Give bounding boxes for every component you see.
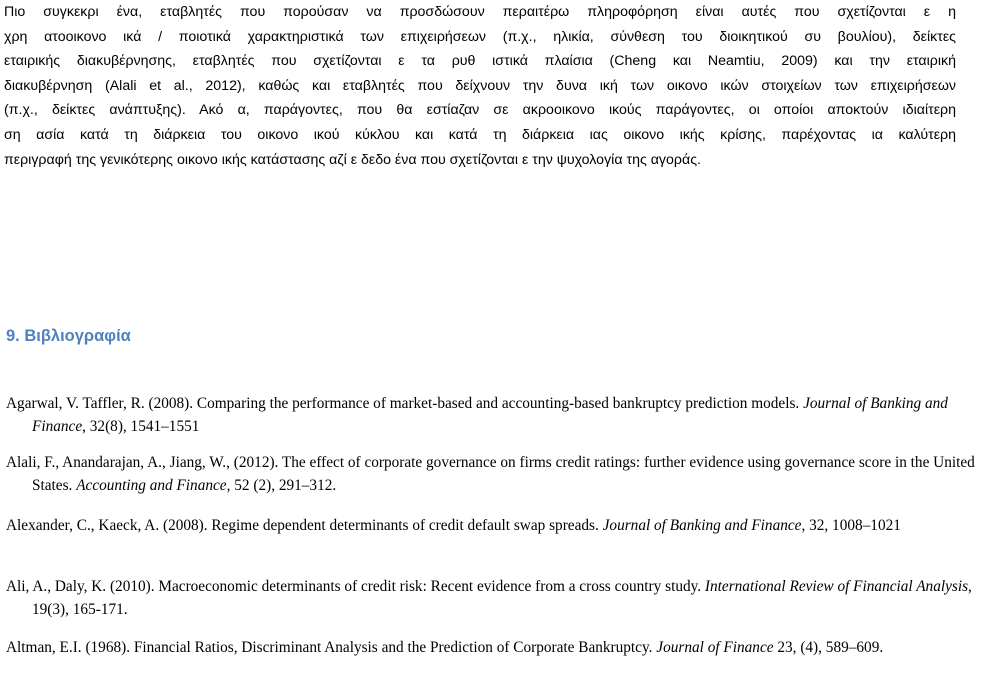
reference-item (6, 393, 982, 438)
section-heading-bibliography: 9. Βιβλιογραφία (6, 327, 131, 345)
body-paragraph (4, 0, 956, 172)
reference-journal: Accounting and Finance, (76, 476, 231, 494)
paragraph-line: διακυβέρνηση (Alali et al., 2012), καθώς και εταβλητές που δείχνουν την δυνα ική των οικονο ικών στοιχείων των επιχειρήσεων (4, 77, 956, 94)
reference-details: , 32, 1008–1021 (801, 517, 901, 534)
reference-journal: Journal of Banking and Finance (602, 517, 802, 534)
reference-details: 52 (2), 291–312. (230, 476, 337, 494)
reference-details: , 32(8), 1541–1551 (82, 417, 200, 435)
paragraph-line: (π.χ., δείκτες ανάπτυξης). Ακό α, παράγοντες, που θα εστίαζαν σε ακροοικονο ικούς παράγοντες, οι οποίοι αποκτούν ιδιαίτερη (4, 102, 956, 119)
paragraph-line: εταιρικής διακυβέρνησης, εταβλητές που σχετίζονται ε τα ρυθ ιστικά πλαίσια (Cheng και Neamtiu, 2009) και την εταιρική (4, 53, 956, 70)
reference-item (6, 515, 982, 538)
paragraph-line: περιγραφή της γενικότερης οικονο ικής κατάστασης αζί ε δεδο ένα που σχετίζονται ε την ψυχολογία της αγοράς. (4, 151, 701, 168)
reference-authors: Altman, E.I. (1968). Financial Ratios, Discriminant Analysis and the Prediction of Corporate Bankruptcy. (6, 639, 657, 656)
reference-item (6, 637, 982, 660)
paragraph-line: χρη ατοοικονο ικά / ποιοτικά χαρακτηριστικά των επιχειρήσεων (π.χ., ηλικία, σύνθεση του διοικητικού συ βουλίου), δείκτες (4, 28, 956, 45)
reference-journal: International Review of Financial Analysis (704, 578, 969, 595)
reference-authors: Ali, A., Daly, K. (2010). Macroeconomic determinants of credit risk: Recent evidence from a cross country study. (6, 578, 705, 595)
reference-details: , 19(3), 165-171. (32, 578, 972, 618)
reference-journal: Journal of Finance (656, 639, 774, 656)
reference-authors: Alali, F., Anandarajan, A., Jiang, W., (2012). The effect of corporate governance on firms credit ratings: further evidence using governance score in the United States. (6, 454, 975, 494)
reference-authors: Agarwal, V. Taffler, R. (2008). Comparing the performance of market-based and accounting-based bankruptcy prediction models. (6, 395, 804, 412)
paragraph-line: Πιο συγκεκρι ένα, εταβλητές που πορούσαν να προσδώσουν περαιτέρω πληροφόρηση είναι αυτές που σχετίζονται ε η (4, 4, 956, 20)
reference-item (6, 576, 982, 621)
reference-item (6, 452, 982, 497)
reference-details: 23, (4), 589–609. (773, 639, 884, 656)
reference-journal: Journal of Banking and Finance (32, 395, 948, 435)
reference-authors: Alexander, C., Kaeck, A. (2008). Regime dependent determinants of credit default swap spreads. (6, 517, 603, 534)
paragraph-line: ση ασία κατά τη διάρκεια του οικονο ικού κύκλου και κατά τη διάρκεια ιας οικονο ικής κρίσης, παρέχοντας ια καλύτερη (4, 126, 956, 143)
